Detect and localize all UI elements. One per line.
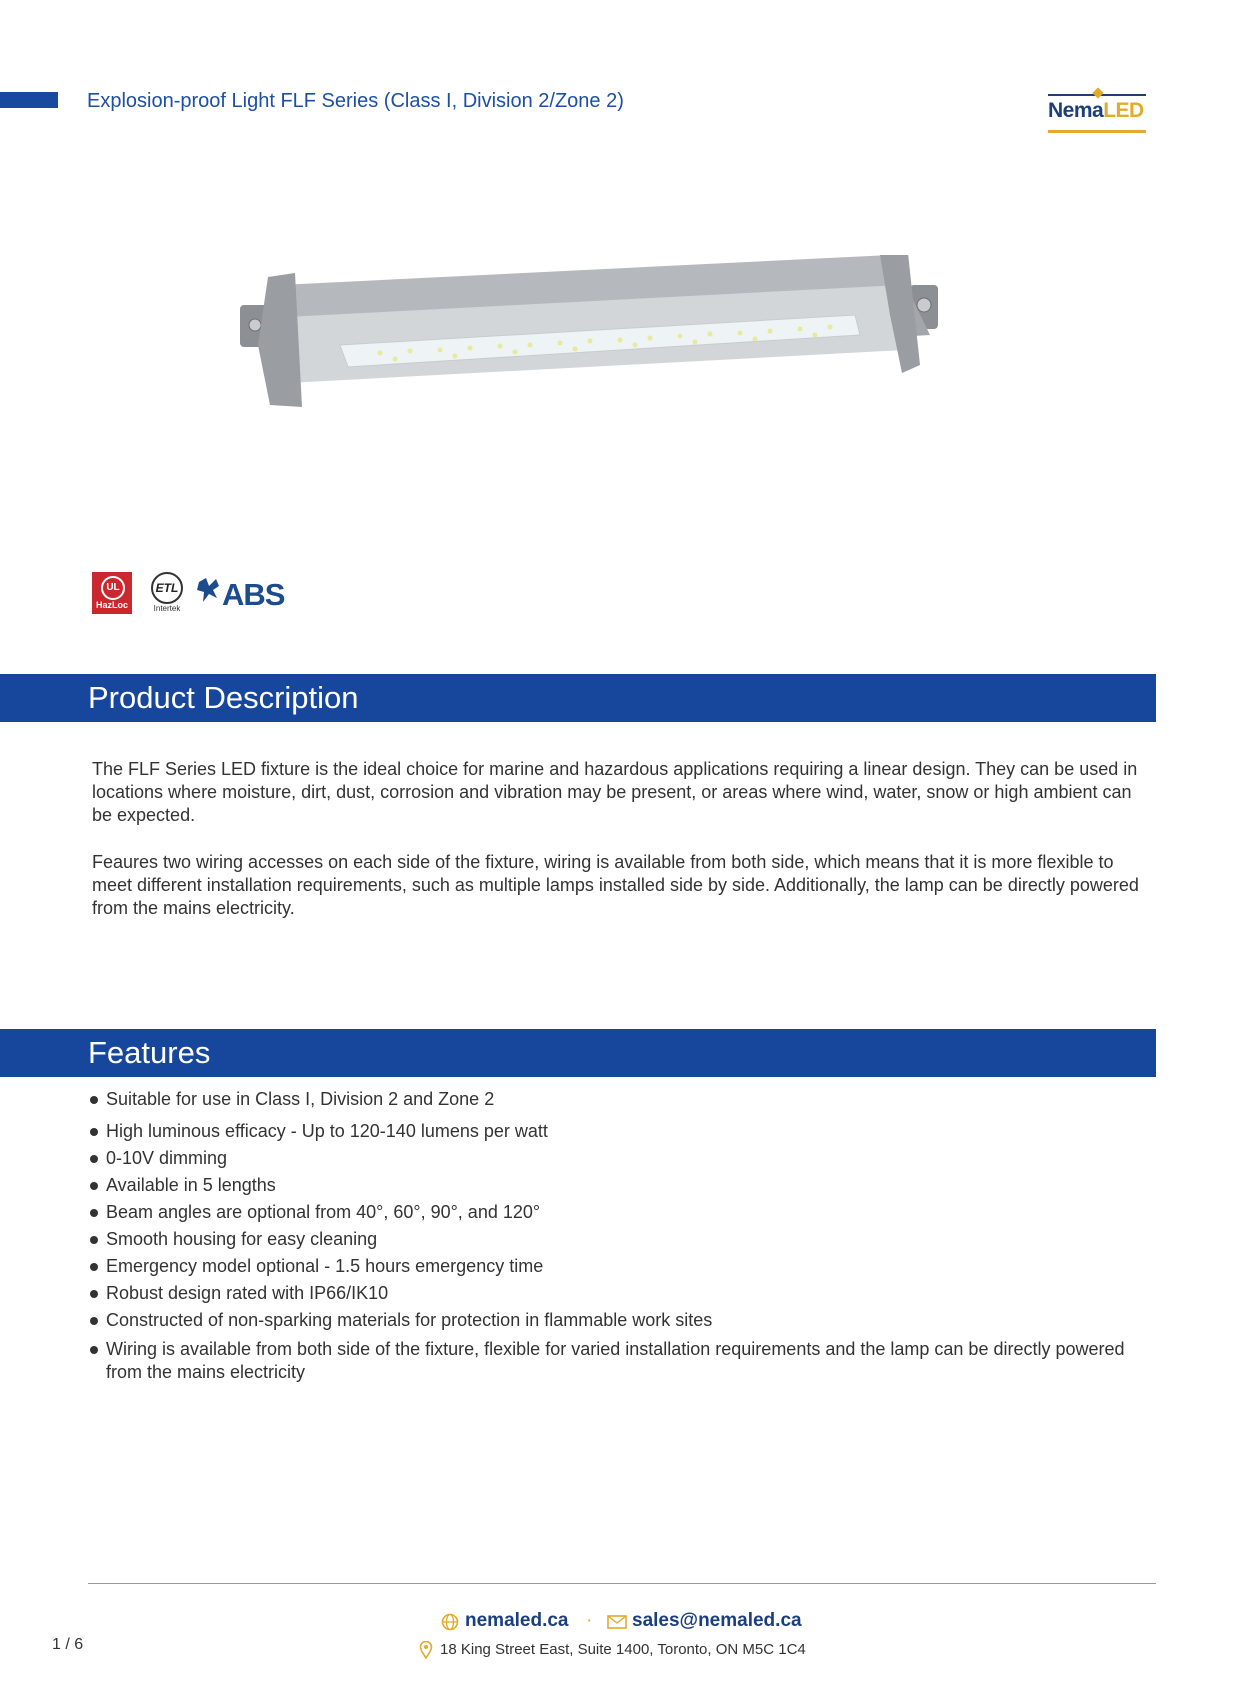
footer-separator: · [586,1610,593,1631]
document-title: Explosion-proof Light FLF Series (Class I, Division 2/Zone 2) [87,90,624,112]
globe-icon [441,1613,459,1631]
page-number: 1 / 6 [52,1636,84,1653]
location-pin-icon [419,1641,433,1659]
description-paragraph: Feaures two wiring accesses on each side of the fixture, wiring is available from both side, which means that it is more flexible to meet different installation requirements, such as multiple lamps installed side by side. Additionally, the lamp can be directly powered from the mains electricity. [92,852,1139,918]
nemaled-logo: NemaLED [1044,86,1150,136]
abs-eagle-icon [196,576,222,606]
section-title: Product Description [88,680,359,715]
list-item: Available in 5 lengths [90,1174,1150,1197]
list-item: Constructed of non-sparking materials for protection in flammable work sites [90,1309,1150,1332]
abs-mark: ABS [196,572,296,616]
footer-divider [88,1583,1156,1584]
product-description-header [0,674,1156,722]
website-link[interactable]: nemaled.ca [465,1610,569,1631]
etl-intertek-mark: ETL Intertek [145,572,189,616]
list-item: Robust design rated with IP66/IK10 [90,1282,1150,1305]
list-item: Emergency model optional - 1.5 hours emergency time [90,1255,1150,1278]
address-text: 18 King Street East, Suite 1400, Toronto, ON M5C 1C4 [440,1641,806,1658]
mail-icon [607,1615,627,1629]
email-link[interactable]: sales@nemaled.ca [632,1610,802,1631]
list-item: 0-10V dimming [90,1147,1150,1170]
logo-diamond-icon [1092,87,1103,98]
description-paragraph: The FLF Series LED fixture is the ideal choice for marine and hazardous applications requiring a linear design. They can be used in locations where moisture, dirt, dust, corrosion and vibration may be present, or areas where wind, water, snow or high ambient can be expected. [92,759,1138,825]
list-item: High luminous efficacy - Up to 120-140 lumens per watt [90,1120,1150,1143]
list-item: Suitable for use in Class I, Division 2 and Zone 2 [90,1088,1150,1111]
header-accent-bar [0,92,58,108]
section-title: Features [88,1035,211,1070]
list-item: Wiring is available from both side of the fixture, flexible for varied installation requirements and the lamp can be directly powered from the mains electricity [90,1338,1150,1384]
features-header [0,1029,1156,1077]
list-item: Beam angles are optional from 40°, 60°, 90°, and 120° [90,1201,1150,1224]
ul-hazloc-mark: UL HazLoc [92,572,132,614]
list-item: Smooth housing for easy cleaning [90,1228,1150,1251]
product-image [240,255,1010,420]
features-list [90,1088,1150,1384]
